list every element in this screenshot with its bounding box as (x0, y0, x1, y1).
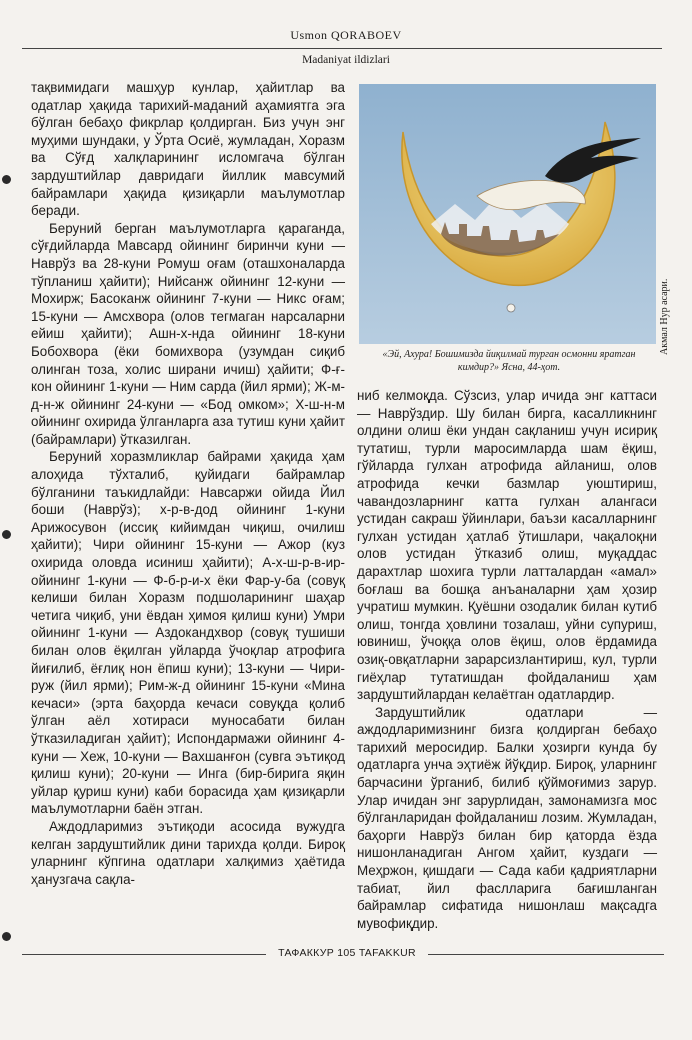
paragraph: ниб келмоқда. Сўзсиз, улар ичида энг каттаси — Наврўздир. Шу билан бирга, касалликнинг олдини олиш ёки ундан сақланиш учун исириқ тутатиш, турли маросимларда шам ёқиш, гўйларда гулхан атрофида айланиш, олов атрофида кечки базмлар уюштириш, чавандозларнинг катта гулхан алангаси устидан сакраш ўйинлари, баъзи касалларнинг гулхан устидан ҳатлаб ўтишлари, чақалоқни олов устидан ўтказиб олиш, муқаддас дарахтлар шохига турли латталардан «амал» боғлаш ва бошқа анъаналарни ҳам ҳозир учратиш мумкин. Қуёшни озодалик билан кутиб олиш, тонгда ҳовлини тозалаш, уйни супуриш, ювиниш, ўчоққа олов ёқиш, олов ёрдамида озиқ-овқатларни зарарсизлантириш, кул, турли гиёҳлар тутатишдан фойдаланиш ҳам зардуштийлардан келаётган одатлардир. (357, 388, 657, 703)
text-column-right (357, 387, 657, 931)
paragraph: тақвимидаги машҳур кунлар, ҳайитлар ва одатлар ҳақида тарихий-маданий аҳамиятга эга бўлган бебаҳо фикрлар қолдирган. Биз учун энг муҳими шундаки, у Ўрта Осиё, жумладан, Хоразм ва Сўғд халқларининг исломгача бўлган зардуштийлар давридаги йиллик мавсумий байрамлари ҳақида қизиқарли маълумотлар беради. (31, 80, 345, 219)
credit-text: Акмал Нур асари. (659, 278, 670, 355)
crescent-moon-painting (359, 84, 656, 344)
small-sphere (507, 304, 515, 312)
binder-hole (2, 932, 11, 941)
footer-page-number: ТАФАККУР 105 TAFAKKUR (278, 947, 416, 959)
binder-hole (2, 175, 11, 184)
paragraph: Беруний берган маълумотларга қараганда, сўғдийларда Мавсард ойининг биринчи куни — Наврўз ва 28-куни Ромуш оғам (оташхоналарда тўпланиш ҳайити); Нийсанж ойининг 12-куни — Мохирж; Басоканж ойининг 7-куни — Никс оғам; 15-куни — Амсхвора (олов тегмаган нарсаларни ейиш ҳайити); Ашн-х-нда ойининг 18-куни Бобохвора (ёки бомихвора (узумдан сиқиб олинган тоза, холис ширани ичиш) ҳайити; Ф-ғ-кон ойининг 1-куни — Ним сарда (йил ярми); Ж-м-д-н-ж ойининг 24-куни — «Бод омком»; Х-ш-н-м ойининг охирида ўлганларга аза тутиш куни ҳайит (байрамлари) ўтказилган. (31, 220, 345, 447)
text-column-left (31, 79, 345, 959)
header-rule (22, 48, 662, 49)
paragraph: Беруний хоразмликлар байрами ҳақида ҳам алоҳида тўхталиб, қуйидаги байрамлар бўлганини таъкидлайди: Навсаржи ойида Йил боши (Наврўз); х-р-в-дод ойининг 1-куни Арижосувон (иссиқ кийимдан чиқиш, очилиш ҳайити); Чири ойининг 15-куни — Ажор (куз охирида оловда исиниш ҳайити); А-х-ш-р-в-ир- ойининг 1-куни — Ф-б-р-и-х ёки Фар-у-ба (совуқ келиши билан Хоразм подшоларининг шаҳар четига чиқиб, уни ёвдан ҳимоя қилиш куни) Умри ойининг 1-куни — Аздокандхвор (совуқ тушиши билан олов ёқилган уйларда ўчоқлар атрофига йиғилиб, ёғлиқ нон ёпиш куни); 13-куни — Чири-руж (йил ярми); Рим-ж-д ойининг 15-куни «Мина кечаси» (эрта баҳорда кечаси совуқда қолиб ўлган аёл хотираси муносабати билан ўтказиладиган ҳайит); Испондармажи ойининг 4-куни — Хеж, 10-куни — Вахшанғон (сувга эътиқод қилиш куни); 20-куни — Инга (бир-бирига яқин уйлар қуриш куни) каби борасида ҳам қизиқарли маълумотларни баён этган. (31, 449, 345, 817)
illustration-caption: «Эй, Ахура! Бошимизда йиқилмай турган осмонни яратган кимдир?» Ясна, 44-ҳот. (382, 349, 636, 373)
header-section: Madaniyat ildizlari (302, 54, 390, 66)
binder-hole (2, 530, 11, 539)
footer-rule (428, 954, 664, 955)
header-author: Usmon QORABOEV (290, 28, 402, 42)
illustration-credit (659, 215, 673, 355)
paragraph: Аждодларимиз эътиқоди асосида вужудга келган зардуштийлик дини тарихда қолди. Бироқ уларнинг кўпгина одатлари халқимиз ҳаётида ҳанузгача сақла- (31, 818, 345, 887)
paragraph: Зардуштийлик одатлари — аждодларимизнинг бизга қолдирган бебаҳо тарихий меросидир. Балки ҳозирги кунда бу одатларга унча эҳтиёж йўқдир. Бироқ, уларнинг барчасини ўрганиб, билиб қўймоғимиз зарур. Улар ичидан энг зарурлидан, замонамизга мос бўлганларидан фойдаланиш лозим. Жумладан, баҳорги Наврўз билан бир қаторда ёзда нишонланадиган Ангом ҳайит, куздаги — Меҳржон, қишдаги — Сада каби қадриятларни табиат, йил фаслларига бағишланган байрамлар сифатида нишонлаш мақсадга мувофиқдир. (357, 704, 657, 931)
footer-rule (22, 954, 266, 955)
